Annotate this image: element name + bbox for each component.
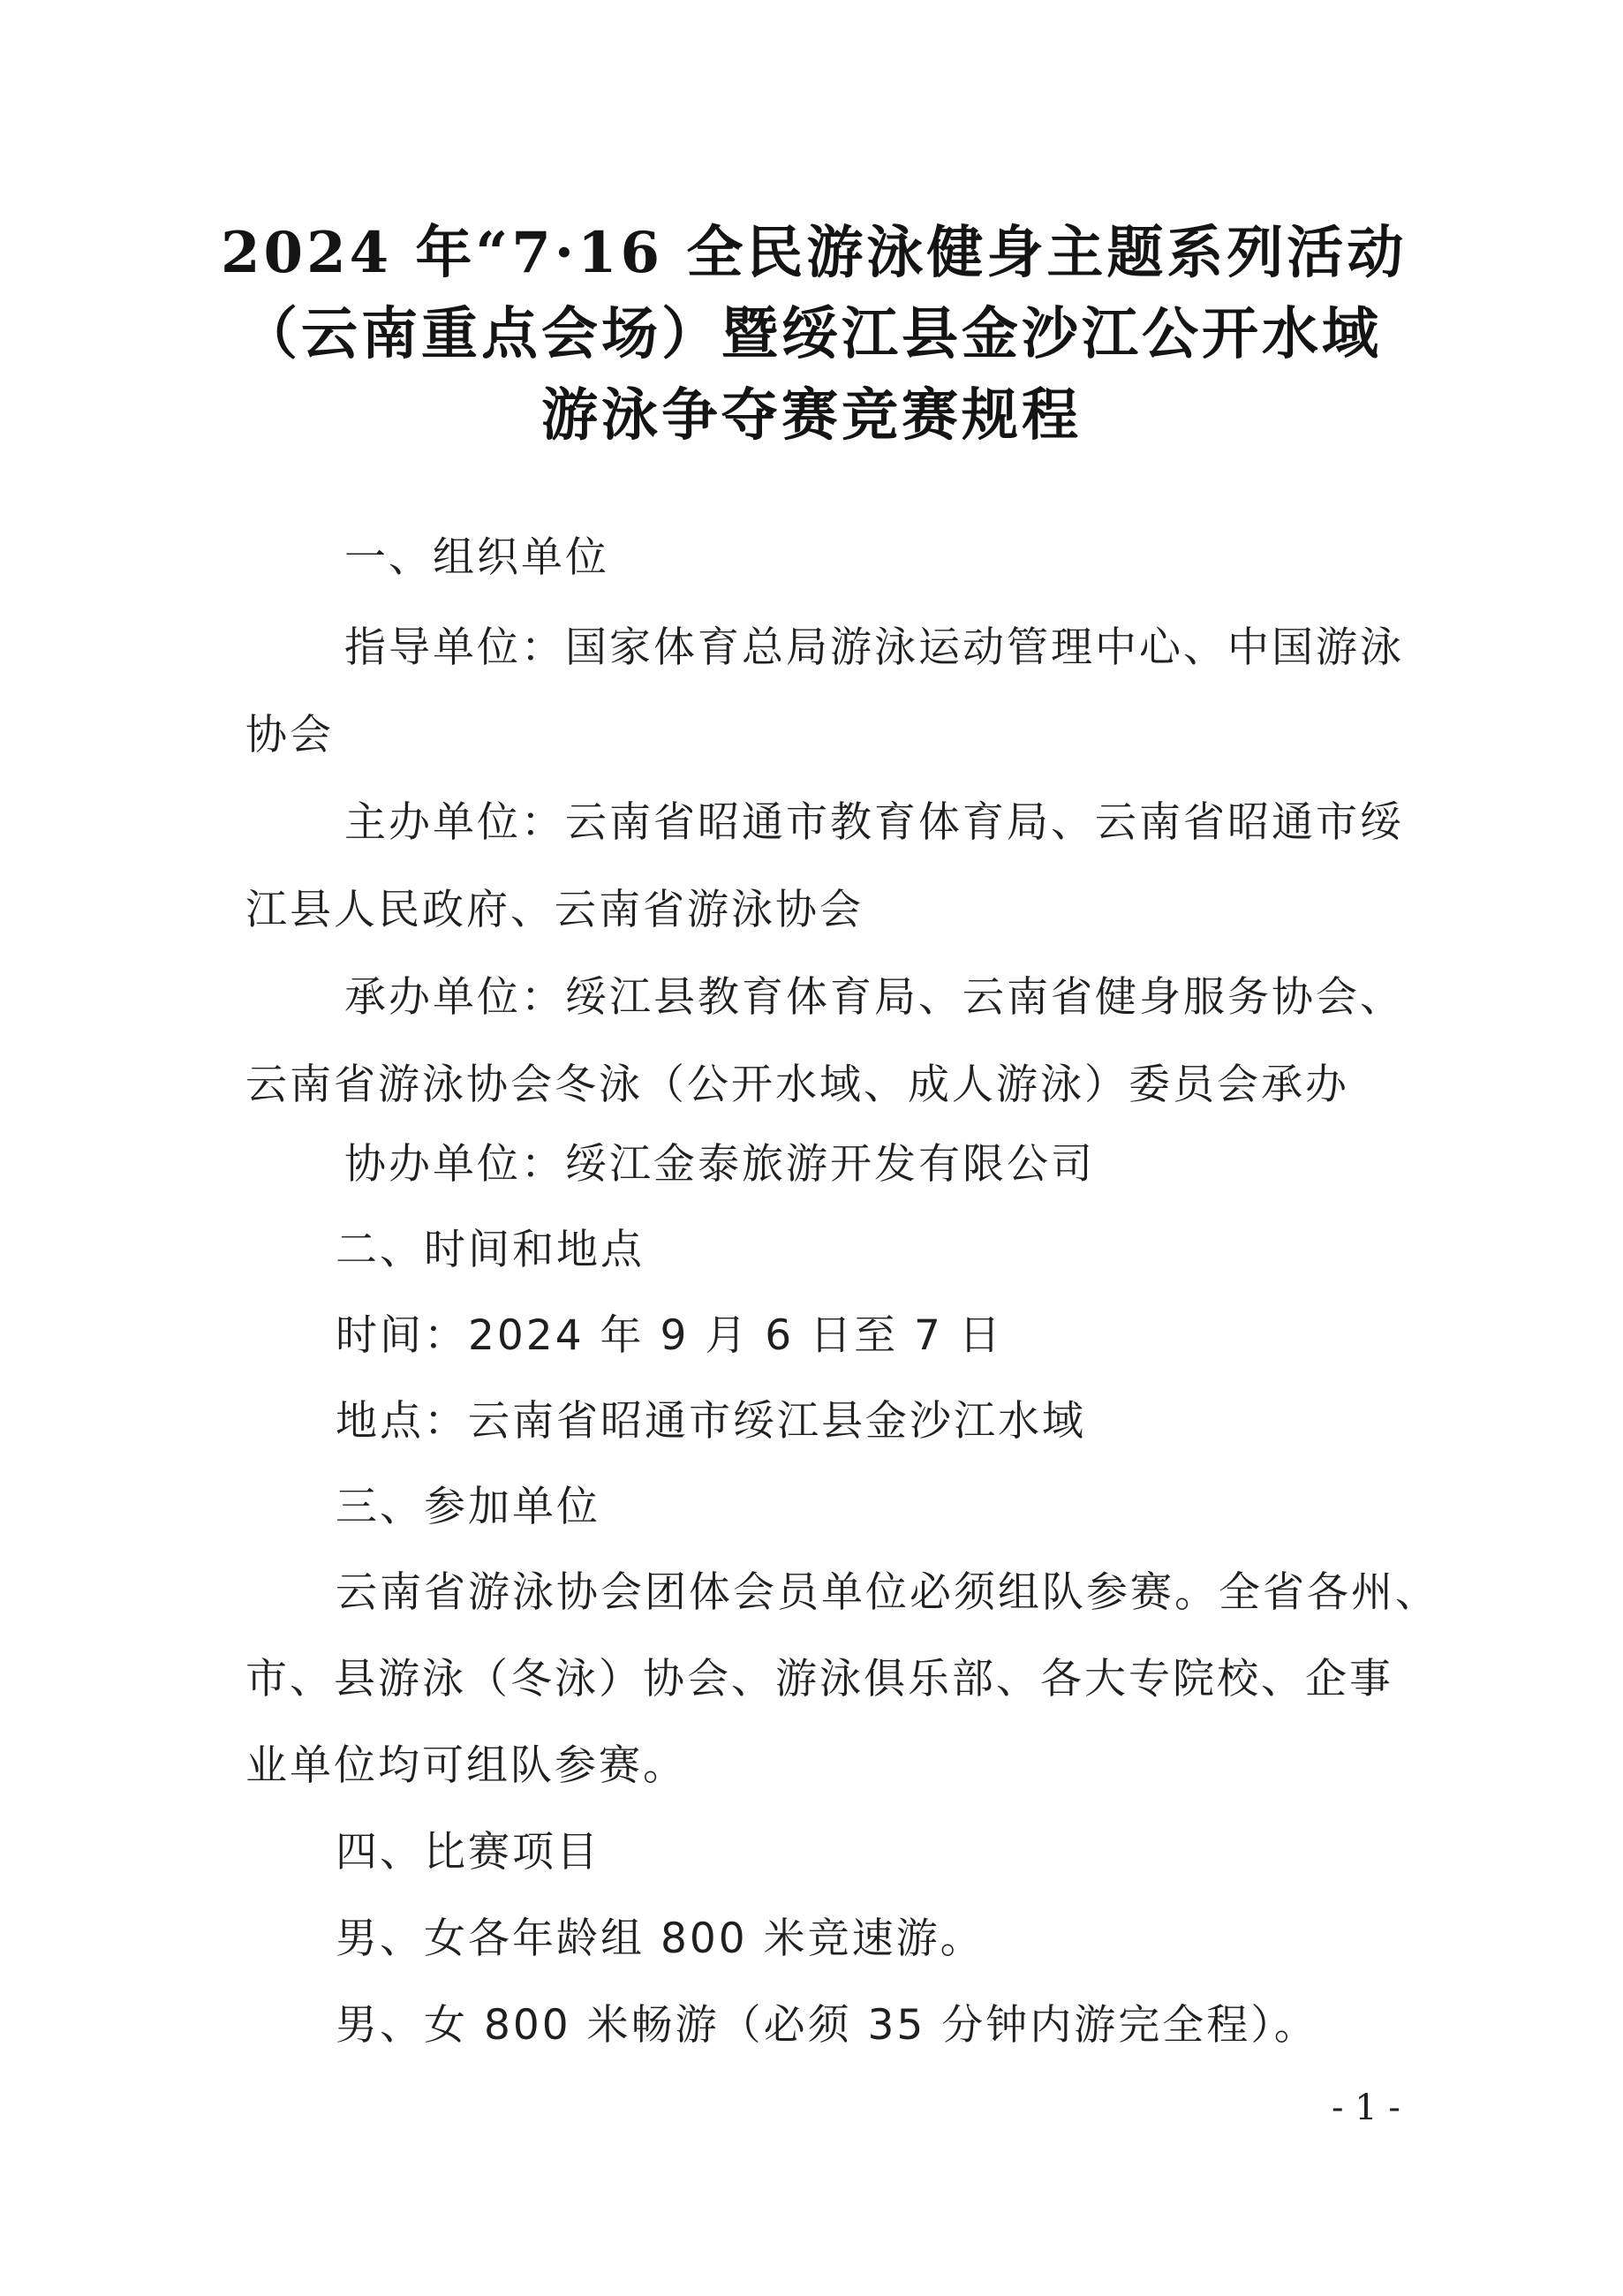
event-time: 时间：2024 年 9 月 6 日至 7 日 bbox=[336, 1311, 1003, 1360]
guidance-unit-line-1: 指导单位：国家体育总局游泳运动管理中心、中国游泳 bbox=[344, 623, 1404, 672]
guidance-unit-line-2: 协会 bbox=[245, 711, 334, 759]
participants-line-1: 云南省游泳协会团体会员单位必须组队参赛。全省各州、 bbox=[336, 1568, 1439, 1617]
document-title-line-3: 游泳争夺赛竞赛规程 bbox=[541, 382, 1082, 449]
section-2-heading: 二、时间和地点 bbox=[336, 1226, 645, 1274]
document-title-line-2: （云南重点会场）暨绥江县金沙江公开水域 bbox=[241, 301, 1382, 367]
organizer-unit-line-1: 承办单位：绥江县教育体育局、云南省健身服务协会、 bbox=[344, 973, 1404, 1022]
organizer-unit-line-2: 云南省游泳协会冬泳（公开水域、成人游泳）委员会承办 bbox=[245, 1061, 1349, 1109]
section-3-heading: 三、参加单位 bbox=[336, 1483, 600, 1531]
page-number: - 1 - bbox=[1332, 2088, 1400, 2128]
event-item-2: 男、女 800 米畅游（必须 35 分钟内游完全程）。 bbox=[336, 2001, 1318, 2050]
document-title-line-1: 2024 年“7·16 全民游泳健身主题系列活动 bbox=[221, 220, 1408, 286]
co-organizer-unit: 协办单位：绥江金泰旅游开发有限公司 bbox=[344, 1140, 1095, 1189]
section-1-heading: 一、组织单位 bbox=[344, 533, 609, 582]
participants-line-3: 业单位均可组队参赛。 bbox=[245, 1741, 687, 1790]
event-place: 地点：云南省昭通市绥江县金沙江水域 bbox=[336, 1397, 1086, 1446]
section-4-heading: 四、比赛项目 bbox=[336, 1828, 600, 1877]
host-unit-line-2: 江县人民政府、云南省游泳协会 bbox=[245, 886, 864, 934]
participants-line-2: 市、县游泳（冬泳）协会、游泳俱乐部、各大专院校、企事 bbox=[245, 1655, 1393, 1703]
host-unit-line-1: 主办单位：云南省昭通市教育体育局、云南省昭通市绥 bbox=[344, 798, 1404, 847]
event-item-1: 男、女各年龄组 800 米竞速游。 bbox=[336, 1915, 985, 1963]
